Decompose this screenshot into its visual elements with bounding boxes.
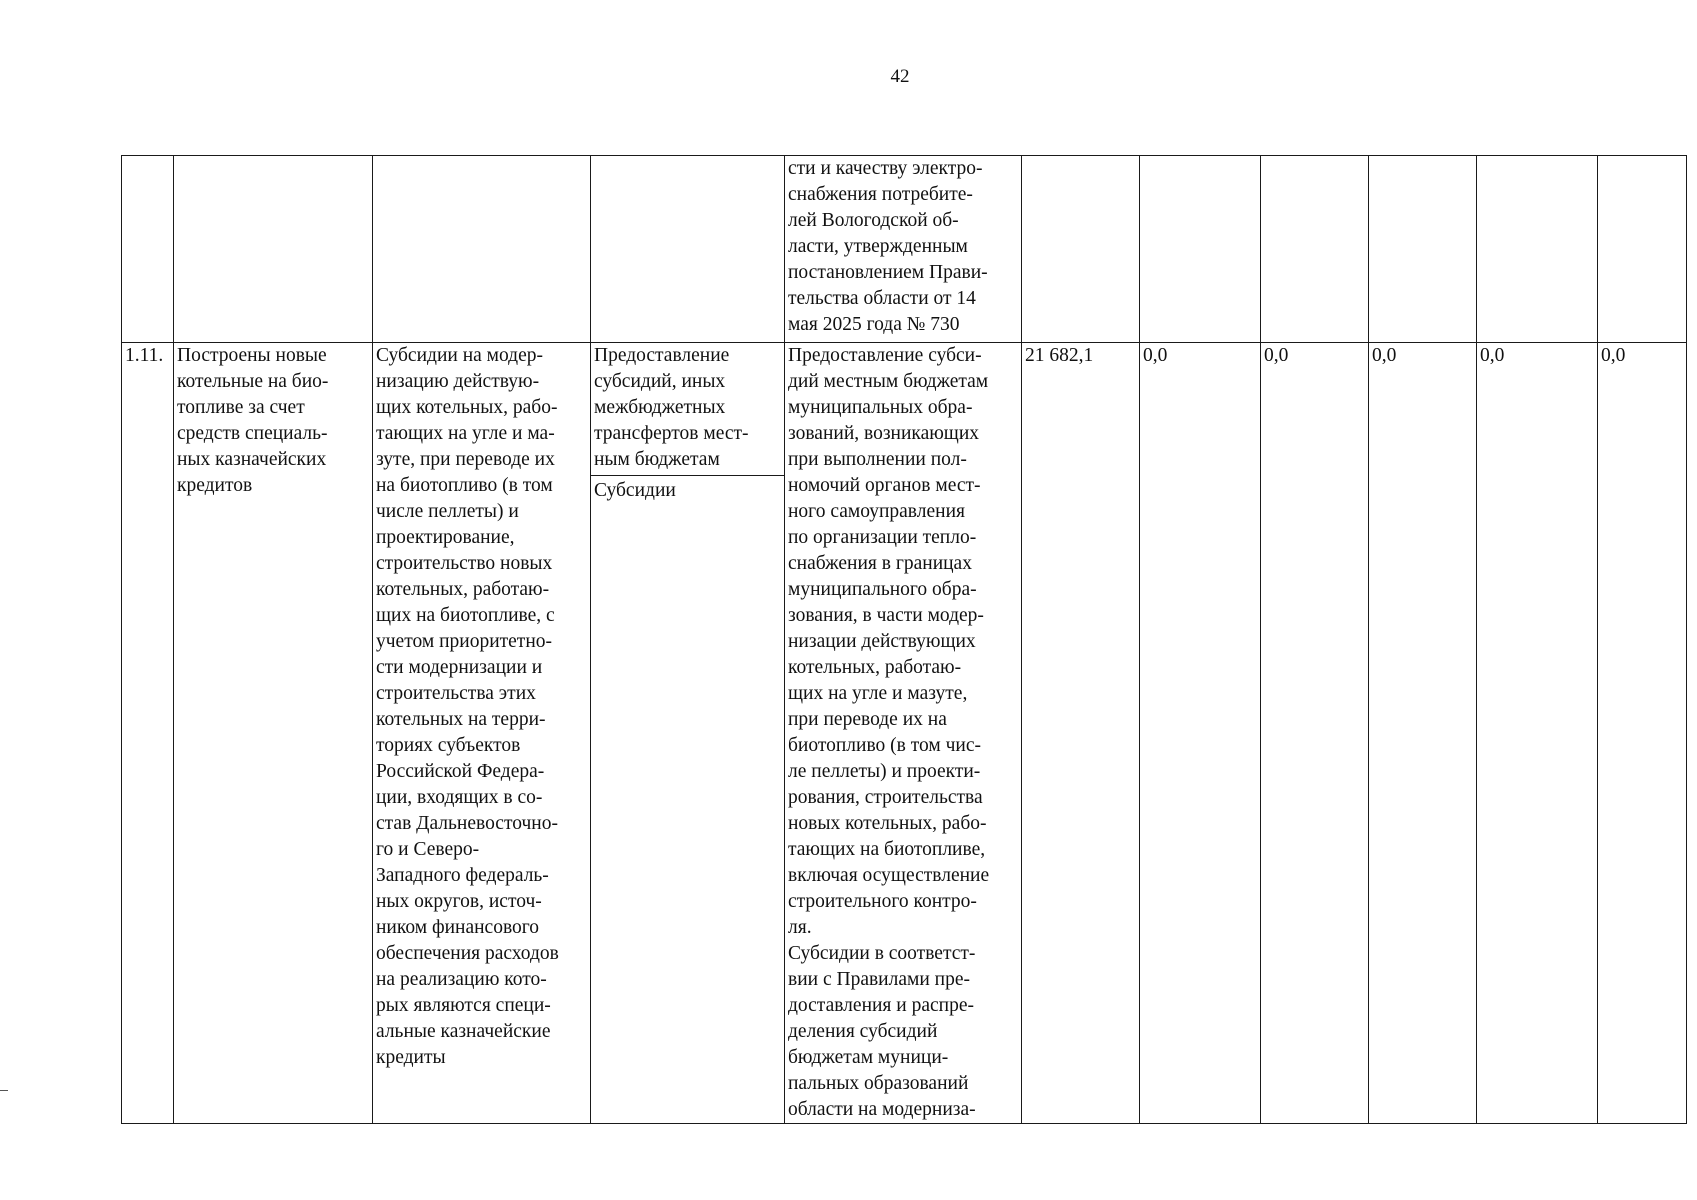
measure-cell (373, 156, 591, 343)
page-number: 42 (890, 66, 910, 87)
value-cell (1598, 156, 1687, 343)
row-number-cell (122, 156, 174, 343)
value-cell (1022, 156, 1140, 343)
value-cell: 0,0 (1598, 343, 1687, 1124)
program-table (121, 155, 1687, 1124)
measure-cell: Субсидии на модер- низацию действую- щих котельных, рабо- тающих на угле и ма- зуте, при переводе их на биотопливо (в том числе пеллеты) и проектирование, строительство новых котельных, работаю- щих на биотопливе, с учетом приоритетно- сти модернизации и строительства этих котельных на терри- ториях субъектов Российской Федера- ции, входящих в со- став Дальневосточно- го и Северо- Западного федераль- ных округов, источ- ником финансового обеспечения расходов на реализацию кото- рых являются специ- альные казначейские кредиты (373, 343, 591, 1124)
mechanism-top: Предоставление субсидий, иных межбюджетных трансфертов мест- ным бюджетам (591, 343, 784, 476)
result-cell (174, 156, 373, 343)
value-cell (1140, 156, 1261, 343)
table-row (122, 156, 1687, 343)
mechanism-cell (591, 343, 785, 1124)
mechanism-cell (591, 156, 785, 343)
value-cell: 0,0 (1261, 343, 1369, 1124)
value-cell: 0,0 (1369, 343, 1477, 1124)
value-cell: 0,0 (1477, 343, 1598, 1124)
row-number-cell: 1.11. (122, 343, 174, 1124)
basis-cell: сти и качеству электро- снабжения потребите- лей Вологодской об- ласти, утвержденным постановлением Прави- тельства области от 14 мая 2025 года № 730 (785, 156, 1022, 343)
value-cell (1369, 156, 1477, 343)
value-cell: 0,0 (1140, 343, 1261, 1124)
mechanism-bottom: Субсидии (594, 480, 676, 501)
scan-mark (0, 1090, 8, 1091)
basis-cell: Предоставление субси- дий местным бюджетам муниципальных обра- зований, возникающих при выполнении пол- номочий органов мест- ного самоуправления по организации тепло- снабжения в границах муниципального обра- зования, в части модер- низации действующих котельных, работаю- щих на угле и мазуте, при переводе их на биотопливо (в том чис- ле пеллеты) и проекти- рования, строительства новых котельных, рабо- тающих на биотопливе, включая осуществление строительного контро- ля. Субсидии в соответст- вии с Правилами пре- доставления и распре- деления субсидий бюджетам муници- пальных образований области на модерниза- (785, 343, 1022, 1124)
table-row (122, 343, 1687, 1124)
value-cell: 21 682,1 (1022, 343, 1140, 1124)
value-cell (1477, 156, 1598, 343)
result-cell: Построены новые котельные на био- топливе за счет средств специаль- ных казначейских кредитов (174, 343, 373, 1124)
value-cell (1261, 156, 1369, 343)
